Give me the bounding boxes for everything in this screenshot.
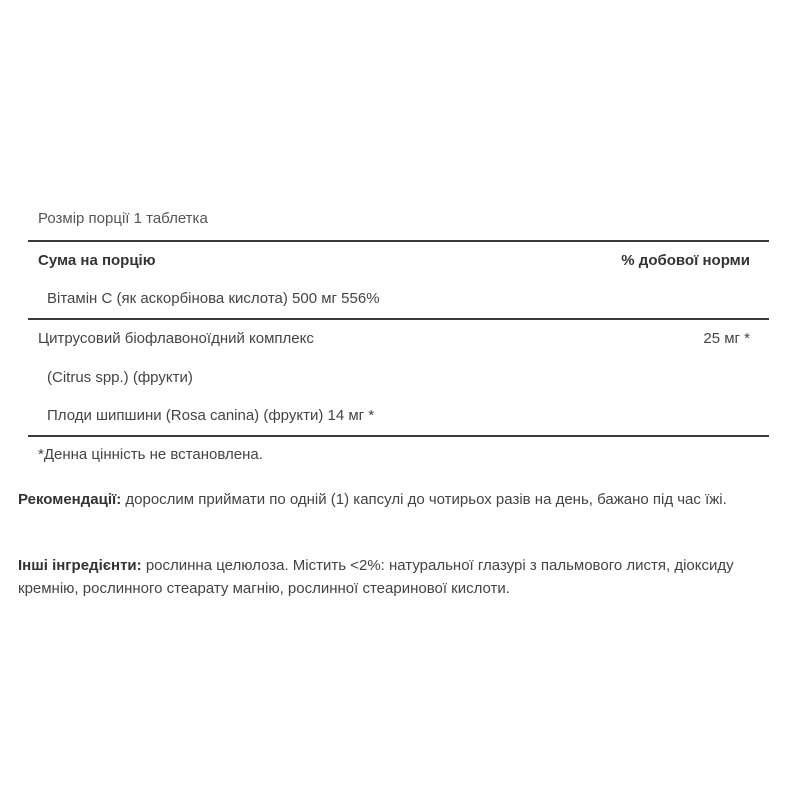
daily-value-footnote: *Денна цінність не встановлена.: [38, 446, 263, 463]
recommendations-paragraph: [18, 488, 758, 511]
rose-hips-row: Плоди шипшини (Rosa canina) (фрукти) 14 мг *: [47, 407, 375, 424]
amount-per-serving-header: Сума на порцію: [38, 252, 156, 269]
top-divider: [28, 240, 769, 242]
bioflavonoid-complex-amount: 25 мг *: [703, 330, 750, 347]
other-ingredients-label: Інші інгредієнти:: [18, 557, 142, 574]
recommendations-text: дорослим приймати по одній (1) капсулі до чотирьох разів на день, бажано під час їжі.: [125, 491, 727, 508]
bottom-divider: [28, 435, 769, 437]
serving-size: Розмір порції 1 таблетка: [38, 210, 208, 227]
vitamin-c-row: Вітамін C (як аскорбінова кислота) 500 мг 556%: [47, 290, 380, 307]
other-ingredients-text: рослинна целюлоза. Містить <2%: натуральної глазурі з пальмового листя, діоксиду кремнію, рослинного стеарату магнію, рослинної стеаринової кислоти.: [18, 557, 734, 597]
citrus-source-row: (Citrus spp.) (фрукти): [47, 369, 193, 386]
other-ingredients-paragraph: [18, 554, 758, 600]
bioflavonoid-complex-name: Цитрусовий біофлавоноїдний комплекс: [38, 330, 314, 347]
middle-divider: [28, 318, 769, 320]
recommendations-label: Рекомендації:: [18, 491, 122, 508]
daily-value-header: % добової норми: [621, 252, 750, 269]
